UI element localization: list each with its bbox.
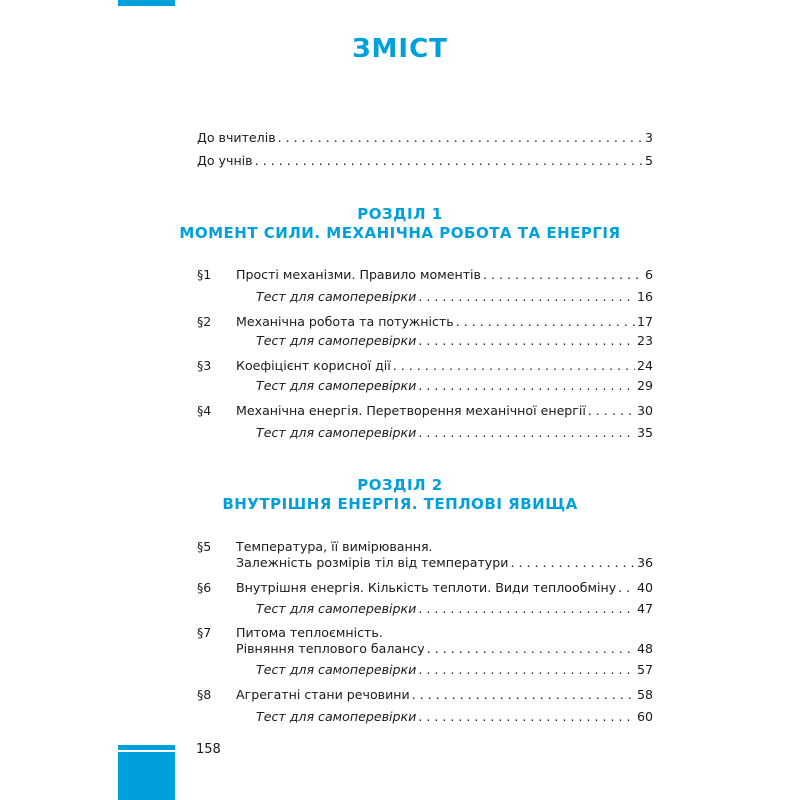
toc-test-entry[interactable] [256,662,653,678]
toc-test-entry[interactable] [256,425,653,441]
paragraph-number: §5 [197,539,212,554]
paragraph-number: §8 [197,687,212,702]
toc-entry[interactable] [236,358,653,374]
paragraph-number: §3 [197,358,212,373]
bottom-bar-divider [118,750,175,752]
page-title: ЗМІСТ [352,34,448,64]
section-title: ВНУТРІШНЯ ЕНЕРГІЯ. ТЕПЛОВІ ЯВИЩА [222,495,578,513]
toc-entry[interactable] [236,580,653,596]
toc-entry-page: 58 [636,687,653,702]
toc-test-entry[interactable] [256,378,653,394]
leader-dots [483,267,643,283]
leader-dots [418,709,635,725]
leader-dots [418,601,635,617]
toc-entry-page: 5 [644,153,653,168]
bottom-accent-bar [118,745,175,800]
toc-entry-page: 47 [636,601,653,616]
paragraph-number: §4 [197,403,212,418]
toc-entry-page: 29 [636,378,653,393]
section-label: РОЗДІЛ 2 [357,476,443,494]
toc-test-entry[interactable] [256,289,653,305]
leader-dots [418,289,635,305]
toc-entry[interactable] [236,314,653,330]
toc-entry-page: 40 [636,580,653,595]
toc-entry-page: 36 [636,555,653,570]
toc-entry[interactable] [236,267,653,283]
toc-entry-page: 48 [636,641,653,656]
toc-entry-text-line1: Питома теплоємність. [236,625,383,640]
toc-entry-page: 3 [644,130,653,145]
leader-dots [418,662,635,678]
leader-dots [618,580,635,596]
leader-dots [393,358,635,374]
toc-entry[interactable] [236,403,653,419]
top-accent-bar [118,0,175,6]
toc-entry-text: Тест для самоперевірки [256,662,417,677]
leader-dots [418,333,635,349]
leader-dots [255,153,643,169]
toc-test-entry[interactable] [256,333,653,349]
toc-entry-text: Тест для самоперевірки [256,289,417,304]
leader-dots [278,130,643,146]
toc-entry-text: Коефіцієнт корисної дії [236,358,391,373]
toc-entry-page: 60 [636,709,653,724]
paragraph-number: §1 [197,267,212,282]
leader-dots [418,425,635,441]
toc-entry-page: 57 [636,662,653,677]
toc-entry-text: Механічна енергія. Перетворення механічної енергії [236,403,586,418]
toc-entry[interactable] [236,555,653,571]
toc-entry-page: 16 [636,289,653,304]
toc-entry-text: Рівняння теплового балансу [236,641,425,656]
toc-entry-students[interactable] [197,153,653,169]
toc-entry-teachers[interactable] [197,130,653,146]
paragraph-number: §7 [197,625,212,640]
toc-entry[interactable] [236,641,653,657]
leader-dots [588,403,635,419]
toc-entry-text: Внутрішня енергія. Кількість теплоти. Види теплообміну [236,580,617,595]
toc-test-entry[interactable] [256,601,653,617]
toc-entry-text: До вчителів [197,130,276,145]
toc-entry-page: 23 [636,333,653,348]
toc-entry-text: Тест для самоперевірки [256,378,417,393]
leader-dots [427,641,635,657]
leader-dots [510,555,635,571]
paragraph-number: §6 [197,580,212,595]
toc-entry-text: Агрегатні стани речовини [236,687,410,702]
toc-entry-page: 35 [636,425,653,440]
toc-entry-text: До учнів [197,153,253,168]
leader-dots [418,378,635,394]
paragraph-number: §2 [197,314,212,329]
toc-entry-page: 24 [636,358,653,373]
toc-entry-text: Тест для самоперевірки [256,425,417,440]
section-title: МОМЕНТ СИЛИ. МЕХАНІЧНА РОБОТА ТА ЕНЕРГІЯ [179,224,621,242]
toc-entry-text: Тест для самоперевірки [256,601,417,616]
toc-entry-page: 6 [644,267,653,282]
toc-entry-page: 30 [636,403,653,418]
page-number: 158 [196,742,221,757]
leader-dots [456,314,635,330]
toc-entry-page: 17 [636,314,653,329]
toc-entry-text-line1: Температура, її вимірювання. [236,539,433,554]
toc-entry-text: Механічна робота та потужність [236,314,454,329]
toc-entry-text: Тест для самоперевірки [256,709,417,724]
toc-entry-text: Тест для самоперевірки [256,333,417,348]
toc-entry-text: Прості механізми. Правило моментів [236,267,481,282]
leader-dots [412,687,635,703]
section-label: РОЗДІЛ 1 [357,205,443,223]
toc-test-entry[interactable] [256,709,653,725]
toc-entry[interactable] [236,687,653,703]
toc-entry-text: Залежність розмірів тіл від температури [236,555,509,570]
